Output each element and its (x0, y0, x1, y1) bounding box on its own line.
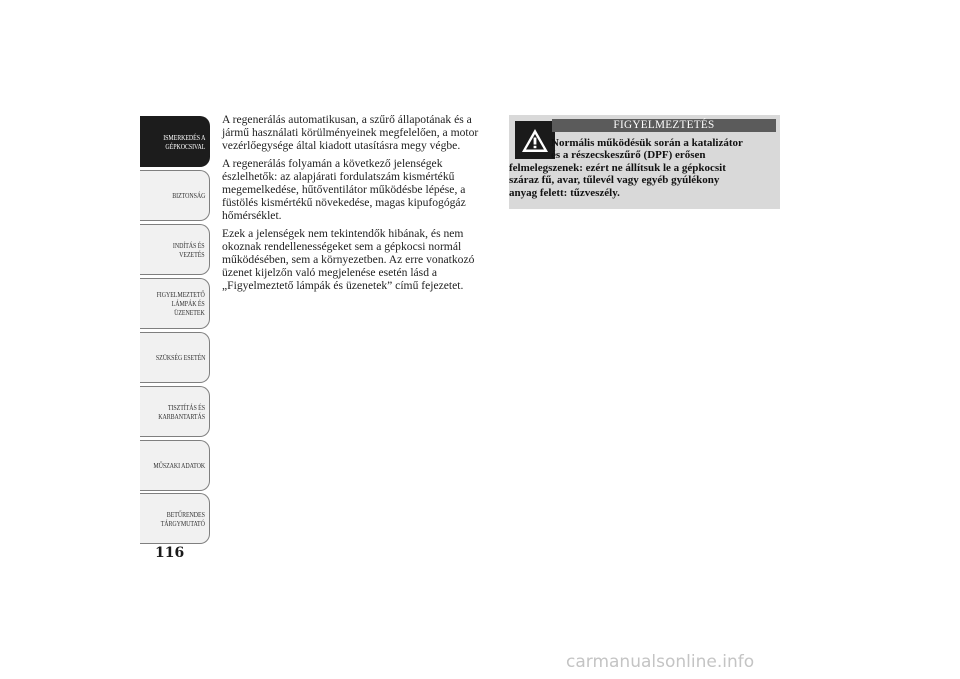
tab-label: SZÜKSÉG ESETÉN (155, 353, 205, 362)
tab-label: TISZTÍTÁS ÉS KARBANTARTÁS (158, 402, 205, 421)
warning-title: FIGYELMEZTETÉS (552, 119, 776, 132)
tab-tisztitas[interactable] (140, 386, 210, 437)
tab-label: BETŰRENDES TÁRGYMUTATÓ (160, 509, 205, 528)
warning-line: száraz fű, avar, tűlevél vagy egyéb gyúlékony (509, 174, 720, 187)
watermark: carmanualsonline.info (566, 652, 755, 672)
chapter-tabs (140, 116, 212, 544)
tab-betrendes[interactable] (140, 493, 210, 544)
tab-label: MŰSZAKI ADATOK (153, 461, 205, 470)
warning-line: Normális működésük során a katalizátor (551, 137, 743, 149)
warning-text (509, 137, 777, 199)
tab-figyelmezteto[interactable] (140, 278, 210, 329)
warning-line: anyag felett: tűzveszély. (509, 186, 620, 199)
page-number: 116 (155, 545, 185, 561)
paragraph: A regenerálás folyamán a következő jelenségek észlelhetők: az alapjárati fordulatszám kismértékű megemelkedése, hűtőventilátor működésbe lépése, a füstölés kismértékű növekedése, magas kipufogógáz hőmérséklet. (222, 157, 466, 222)
tab-label: BIZTONSÁG (171, 191, 205, 200)
warning-line: és a részecskeszűrő (DPF) erősen (551, 149, 706, 162)
warning-box (509, 115, 780, 209)
warning-line: felmelegszenek: ezért ne állítsuk le a gépkocsit (509, 161, 726, 174)
paragraph: Ezek a jelenségek nem tekintendők hibának, és nem okoznak rendellenességeket sem a gépkocsi normál működésében, sem a környezetben. Az erre vonatkozó üzenet kijelzőn való megjelenése esetén lásd a „Figyelmeztető lámpák és üzenetek” című fejezetet. (222, 227, 475, 292)
body-text (222, 114, 496, 298)
tab-szukseg[interactable] (140, 332, 210, 383)
tab-ismerkedes[interactable] (140, 116, 210, 167)
paragraph: A regenerálás automatikusan, a szűrő állapotának és a jármű használati körülményeinek megfelelően, a motor vezérlőegysége által kiadott utasításra megy végbe. (222, 113, 479, 152)
tab-label: ISMERKEDÉS A GÉPKOCSIVAL (162, 132, 205, 151)
tab-label: INDÍTÁS ÉS VEZETÉS (173, 240, 205, 259)
tab-label: FIGYELMEZTETŐ LÁMPÁK ÉS ÜZENETEK (156, 290, 205, 317)
tab-inditas[interactable] (140, 224, 210, 275)
tab-biztonsag[interactable] (140, 170, 210, 221)
tab-muszaki[interactable] (140, 440, 210, 491)
